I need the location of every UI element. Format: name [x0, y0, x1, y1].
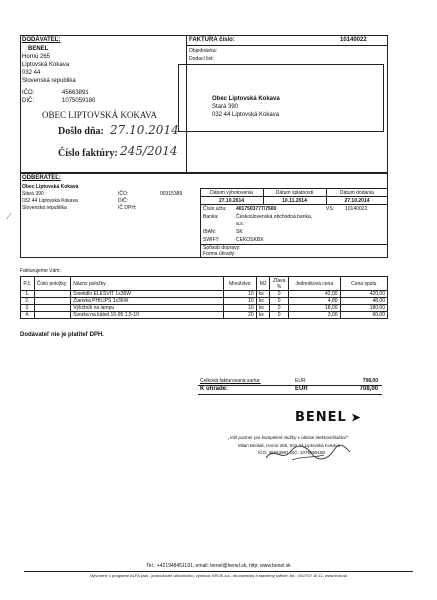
col-unit: MJ: [256, 277, 270, 291]
date-due: 10.11.2014: [282, 198, 307, 204]
col-qty: Množstvo: [224, 277, 257, 291]
date-delivery: 27.10.2014: [344, 198, 370, 204]
total-sum-value: 708,00: [362, 378, 378, 384]
invoice-number: 10140022: [340, 37, 367, 43]
supplier-city: Liptovská Kokava: [22, 62, 70, 68]
total-sum-currency: EUR: [295, 378, 306, 384]
item-pc: 1.: [21, 291, 35, 298]
items-header-row: [21, 277, 388, 291]
item-pc: 3.: [21, 305, 35, 312]
item-total: 420,00: [340, 291, 387, 298]
item-disc: 0: [270, 312, 289, 319]
bank-name-1: Československá obchodná banka,: [236, 214, 313, 220]
bank-iban: SK: [236, 229, 243, 235]
invoice-order-label: Objednávka:: [189, 48, 218, 54]
bank-vs: 10140022: [345, 206, 368, 212]
item-unit: ks: [256, 305, 270, 312]
col-code: Číslo položky: [34, 277, 71, 291]
scan-mark: ⟋: [6, 212, 12, 221]
invoice-delivery-label: Dodací list:: [189, 56, 214, 62]
item-code: [34, 312, 71, 319]
col-name: Názov položky: [71, 277, 224, 291]
brand-stamp-line-1: Milan Benlak, Hornú 265, 032 44 Liptovská Kokava: [238, 443, 341, 448]
brand-tagline: „Váš partner pre kompletné služby v oblasti elektroinštalácií": [228, 435, 349, 440]
item-pc: 2.: [21, 298, 35, 305]
bank-swift: CEKOSKBX: [236, 237, 264, 243]
customer-header: ODBERATEĽ:: [22, 175, 61, 181]
customer-city: 032 44 Liptovská Kokava: [22, 198, 78, 204]
item-unit: ks: [256, 298, 270, 305]
item-name: Svietidlo ELESVIT 1x36W: [71, 291, 224, 298]
bank-account-label: Číslo účtu:: [203, 206, 227, 212]
item-unit-price: 3,00: [288, 312, 340, 319]
invoice-header-rule: [186, 45, 388, 46]
col-disc: Zľava %: [270, 277, 289, 291]
dates-rule-mid: [200, 196, 388, 197]
arrow-icon: ➤: [351, 412, 361, 424]
supplier-zip: 032 44: [22, 70, 41, 76]
supplier-ico-label: IČO:: [22, 90, 35, 96]
item-unit-price: 4,80: [288, 298, 340, 305]
col-total: Cena spolu: [340, 277, 387, 291]
customer-country: Slovenská republika: [22, 205, 67, 211]
brand-logo: [295, 408, 361, 426]
customer-street: Stará 390: [22, 191, 44, 197]
item-total: 60,00: [340, 312, 387, 319]
supplier-dic-label: DIČ:: [22, 98, 34, 104]
supplier-street: Hornú 265: [22, 54, 51, 60]
item-disc: 0: [270, 298, 289, 305]
bank-name-label: Banka:: [203, 214, 219, 220]
brand-stamp-line-2: IČO: 45663891 DIČ: 1075059180: [258, 450, 326, 455]
col-unit-price: Jednotková cena: [288, 277, 340, 291]
footer-rule: [24, 571, 413, 572]
item-unit: ks: [256, 312, 270, 319]
item-disc: 0: [270, 291, 289, 298]
address-city: 032 44 Liptovská Kokava: [212, 112, 280, 118]
customer-ico: 00315389: [160, 191, 183, 197]
stamp-received-value: 27.10.2014: [110, 123, 179, 137]
totals-rule-2: [198, 394, 382, 395]
stamp-invoice-no-value: 245/2014: [120, 144, 178, 158]
item-total: 48,00: [340, 298, 387, 305]
item-qty: 10: [224, 291, 257, 298]
dates-rule-bottom: [200, 204, 388, 205]
payment-form-label: Forma úhrady:: [203, 251, 236, 257]
item-qty: 10: [224, 305, 257, 312]
item-code: [34, 305, 71, 312]
customer-name: Obec Liptovská Kokava: [22, 184, 79, 190]
dates-rule-top: [200, 188, 388, 189]
col-pc: P.č.: [21, 277, 35, 291]
delivery-method-label: Spôsob dopravy:: [203, 245, 241, 251]
invoice-title: FAKTÚRA číslo:: [189, 37, 235, 43]
total-pay-value: 708,00: [359, 386, 378, 392]
table-row: [21, 298, 388, 305]
date-issued: 27.10.2014: [218, 198, 245, 204]
stamp-received-label: Došlo dňa:: [58, 126, 104, 137]
brand-logo-text: BENEL: [295, 410, 347, 425]
item-unit-price: 42,00: [288, 291, 340, 298]
supplier-header: DODÁVATEĽ:: [22, 37, 61, 43]
bank-iban-label: IBAN:: [203, 229, 217, 235]
date-due-label: Dátum splatnosti: [275, 190, 314, 196]
footer-contact: Tel.: +421948451191, email: benel@benel.sk, http: www.benel.sk: [146, 563, 291, 569]
customer-icdph-label: IČ DPH:: [118, 205, 137, 211]
item-disc: 0: [270, 305, 289, 312]
table-row: [21, 305, 388, 312]
supplier-country: Slovenská republika: [22, 78, 76, 84]
signature-icon: [262, 442, 352, 464]
total-sum-label: Celková fakturovaná suma:: [200, 378, 261, 384]
items-caption: Fakturujeme Vám:: [20, 268, 61, 274]
customer-dic-label: DIČ:: [118, 198, 128, 204]
item-unit: ks: [256, 291, 270, 298]
customer-ico-label: IČO:: [118, 191, 129, 197]
address-name: Obec Liptovská Kokava: [212, 96, 280, 102]
bank-swift-label: SWIFT:: [203, 237, 220, 243]
total-pay-currency: EUR: [295, 386, 308, 392]
item-code: [34, 291, 71, 298]
total-pay-label: K úhrade:: [200, 386, 229, 392]
supplier-dic: 1075059180: [62, 98, 96, 104]
footer-software: Vytvorené v programe ALFA plus - jednoduché účtovníctvo, výrobca: KROS a.s., ekonomický a stavebný softvér, tel.: 041/707 10 11, www.kros.sk: [89, 573, 348, 578]
item-name: Žiarivka PHILIPS 1x36W: [71, 298, 224, 305]
item-unit-price: 18,00: [288, 305, 340, 312]
table-row: [21, 291, 388, 298]
stamp-invoice-no-label: Číslo faktúry:: [58, 148, 118, 159]
date-delivery-label: Dátum dodania: [340, 190, 374, 196]
bank-vs-label: VS:: [326, 206, 335, 212]
bank-name-2: a.s.: [236, 221, 245, 227]
bank-account: 4017503777/7500: [236, 206, 277, 212]
item-name: Svorka na kábel 16-95 1,5-10: [71, 312, 224, 319]
item-total: 180,00: [340, 305, 387, 312]
vat-note: Dodávateľ nie je platiteľ DPH.: [20, 332, 104, 338]
item-pc: 4.: [21, 312, 35, 319]
address-window: [178, 64, 384, 132]
item-code: [34, 298, 71, 305]
supplier-name: BENEL: [28, 46, 49, 52]
date-issued-label: Dátum vyhotovenia: [210, 190, 253, 196]
stamp-org: OBEC LIPTOVSKÁ KOKAVA: [42, 110, 158, 120]
items-table: [20, 276, 388, 319]
table-row: [21, 312, 388, 319]
item-name: Výložník na lampu: [71, 305, 224, 312]
address-street: Stará 390: [212, 104, 239, 110]
supplier-ico: 45663891: [62, 90, 89, 96]
item-qty: 10: [224, 298, 257, 305]
item-qty: 20: [224, 312, 257, 319]
